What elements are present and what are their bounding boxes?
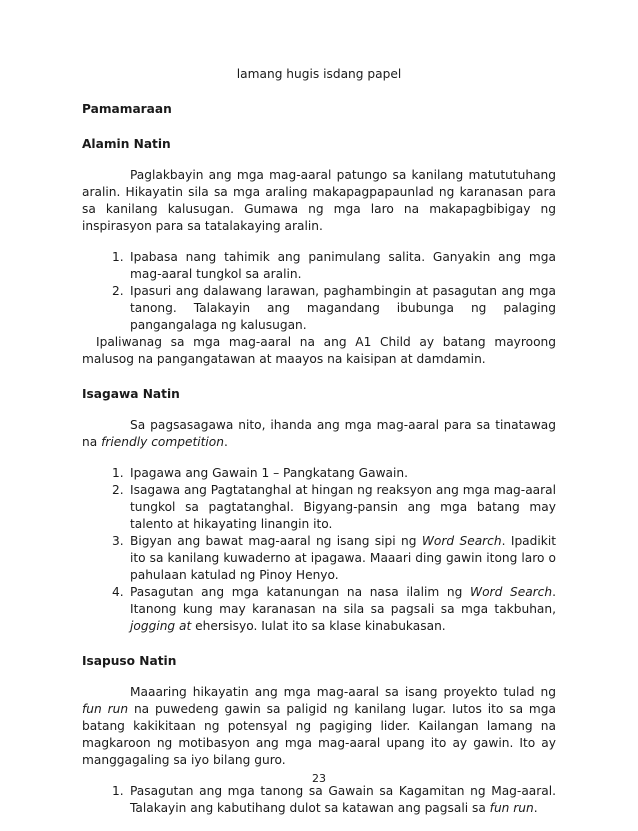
italic-term: jogging at (130, 619, 192, 633)
alamin-heading: Alamin Natin (82, 137, 171, 151)
isagawa-heading: Isagawa Natin (82, 387, 180, 401)
top-line: lamang hugis isdang papel (236, 67, 402, 81)
list-item (82, 249, 556, 283)
page-number: 23 (312, 772, 326, 785)
italic-term: fun run (82, 702, 129, 716)
paragraph-text: . (223, 435, 228, 449)
text-run: Pasagutan ang mga katanungan na nasa ilalim ng (130, 585, 471, 599)
list-text (130, 534, 556, 582)
list-item (82, 533, 556, 584)
paragraph-text: Sa pagsasagawa nito, ihanda ang mga mag-aaral para sa tinatawag na (82, 418, 556, 449)
text-run: . Itanong kung may karanasan na sila sa pagsali sa mga takbuhan, (130, 585, 556, 616)
list-number: 3. (112, 534, 124, 548)
list-number: 2. (112, 284, 124, 298)
text-run: . Ipadikit ito sa kanilang kuwaderno at ipagawa. Maaari ding gawin itong laro o pahulaan katulad ng Pinoy Henyo. (130, 534, 556, 582)
list-text: Ipagawa ang Gawain 1 – Pangkatang Gawain. (130, 466, 409, 480)
italic-term: fun run (489, 801, 534, 815)
list-item (82, 584, 556, 635)
list-number: 1. (112, 784, 124, 798)
list-text: Isagawa ang Pagtatanghal at hingan ng reaksyon ang mga mag-aaral tungkol sa pagtatanghal. Bigyang-pansin ang mga batang may talento at hikayating linangin ito. (130, 483, 556, 531)
list-item (82, 482, 556, 533)
italic-term: friendly competition (101, 435, 224, 449)
isagawa-list (82, 465, 556, 635)
list-number: 1. (112, 466, 124, 480)
italic-term: Word Search (470, 585, 553, 599)
list-number: 4. (112, 585, 124, 599)
list-item (82, 465, 556, 482)
text-run: Bigyan ang bawat mag-aaral ng isang sipi ng (130, 534, 422, 548)
list-text (130, 784, 556, 815)
document-page (82, 66, 556, 817)
list-number: 1. (112, 250, 124, 264)
text-run: . (533, 801, 538, 815)
text-run: na puwedeng gawin sa paligid ng kanilang lugar. Iutos ito sa mga batang kakikitaan ng potensyal ng pagiging lider. Kailangan lamang na magkaroon ng motibasyon ang mga mag-aaral upang ito ay gawin. Ito ay manggagaling sa iyo bilang guro. (82, 702, 556, 767)
isapuso-list (82, 783, 556, 817)
isagawa-paragraph (82, 417, 556, 451)
alamin-paragraph: Paglakbayin ang mga mag-aaral patungo sa kanilang matututuhang aralin. Hikayatin sila sa mga araling makapagpapaunlad ng karanasan para sa kanilang kalusugan. Gumawa ng mga laro na makapagbibigay ng inspirasyon para sa tatalakaying aralin. (82, 168, 556, 233)
list-text: Ipasuri ang dalawang larawan, paghambingin at pasagutan ang mga tanong. Talakayin ang magandang ibubunga ng palaging pangangalaga ng kalusugan. (130, 284, 556, 332)
alamin-list (82, 249, 556, 334)
isapuso-heading: Isapuso Natin (82, 654, 177, 668)
alamin-closing: Ipaliwanag sa mga mag-aaral na ang A1 Child ay batang mayroong malusog na pangangatawan at maayos na kaisipan at damdamin. (82, 335, 556, 366)
list-text: Ipabasa nang tahimik ang panimulang salita. Ganyakin ang mga mag-aaral tungkol sa aralin. (130, 250, 556, 281)
isapuso-paragraph (82, 684, 556, 769)
italic-term: Word Search (421, 534, 502, 548)
text-run: Maaaring hikayatin ang mga mag-aaral sa isang proyekto tulad ng (130, 685, 556, 699)
text-run: Pasagutan ang mga tanong sa Gawain sa Kagamitan ng Mag-aaral. Talakayin ang kabutihang dulot sa katawan ang pagsali sa (130, 784, 556, 815)
pamamaraan-heading: Pamamaraan (82, 102, 172, 116)
list-number: 2. (112, 483, 124, 497)
list-text (130, 585, 556, 633)
text-run: ehersisyo. Iulat ito sa klase kinabukasan. (191, 619, 446, 633)
list-item (82, 283, 556, 334)
list-item (82, 783, 556, 817)
